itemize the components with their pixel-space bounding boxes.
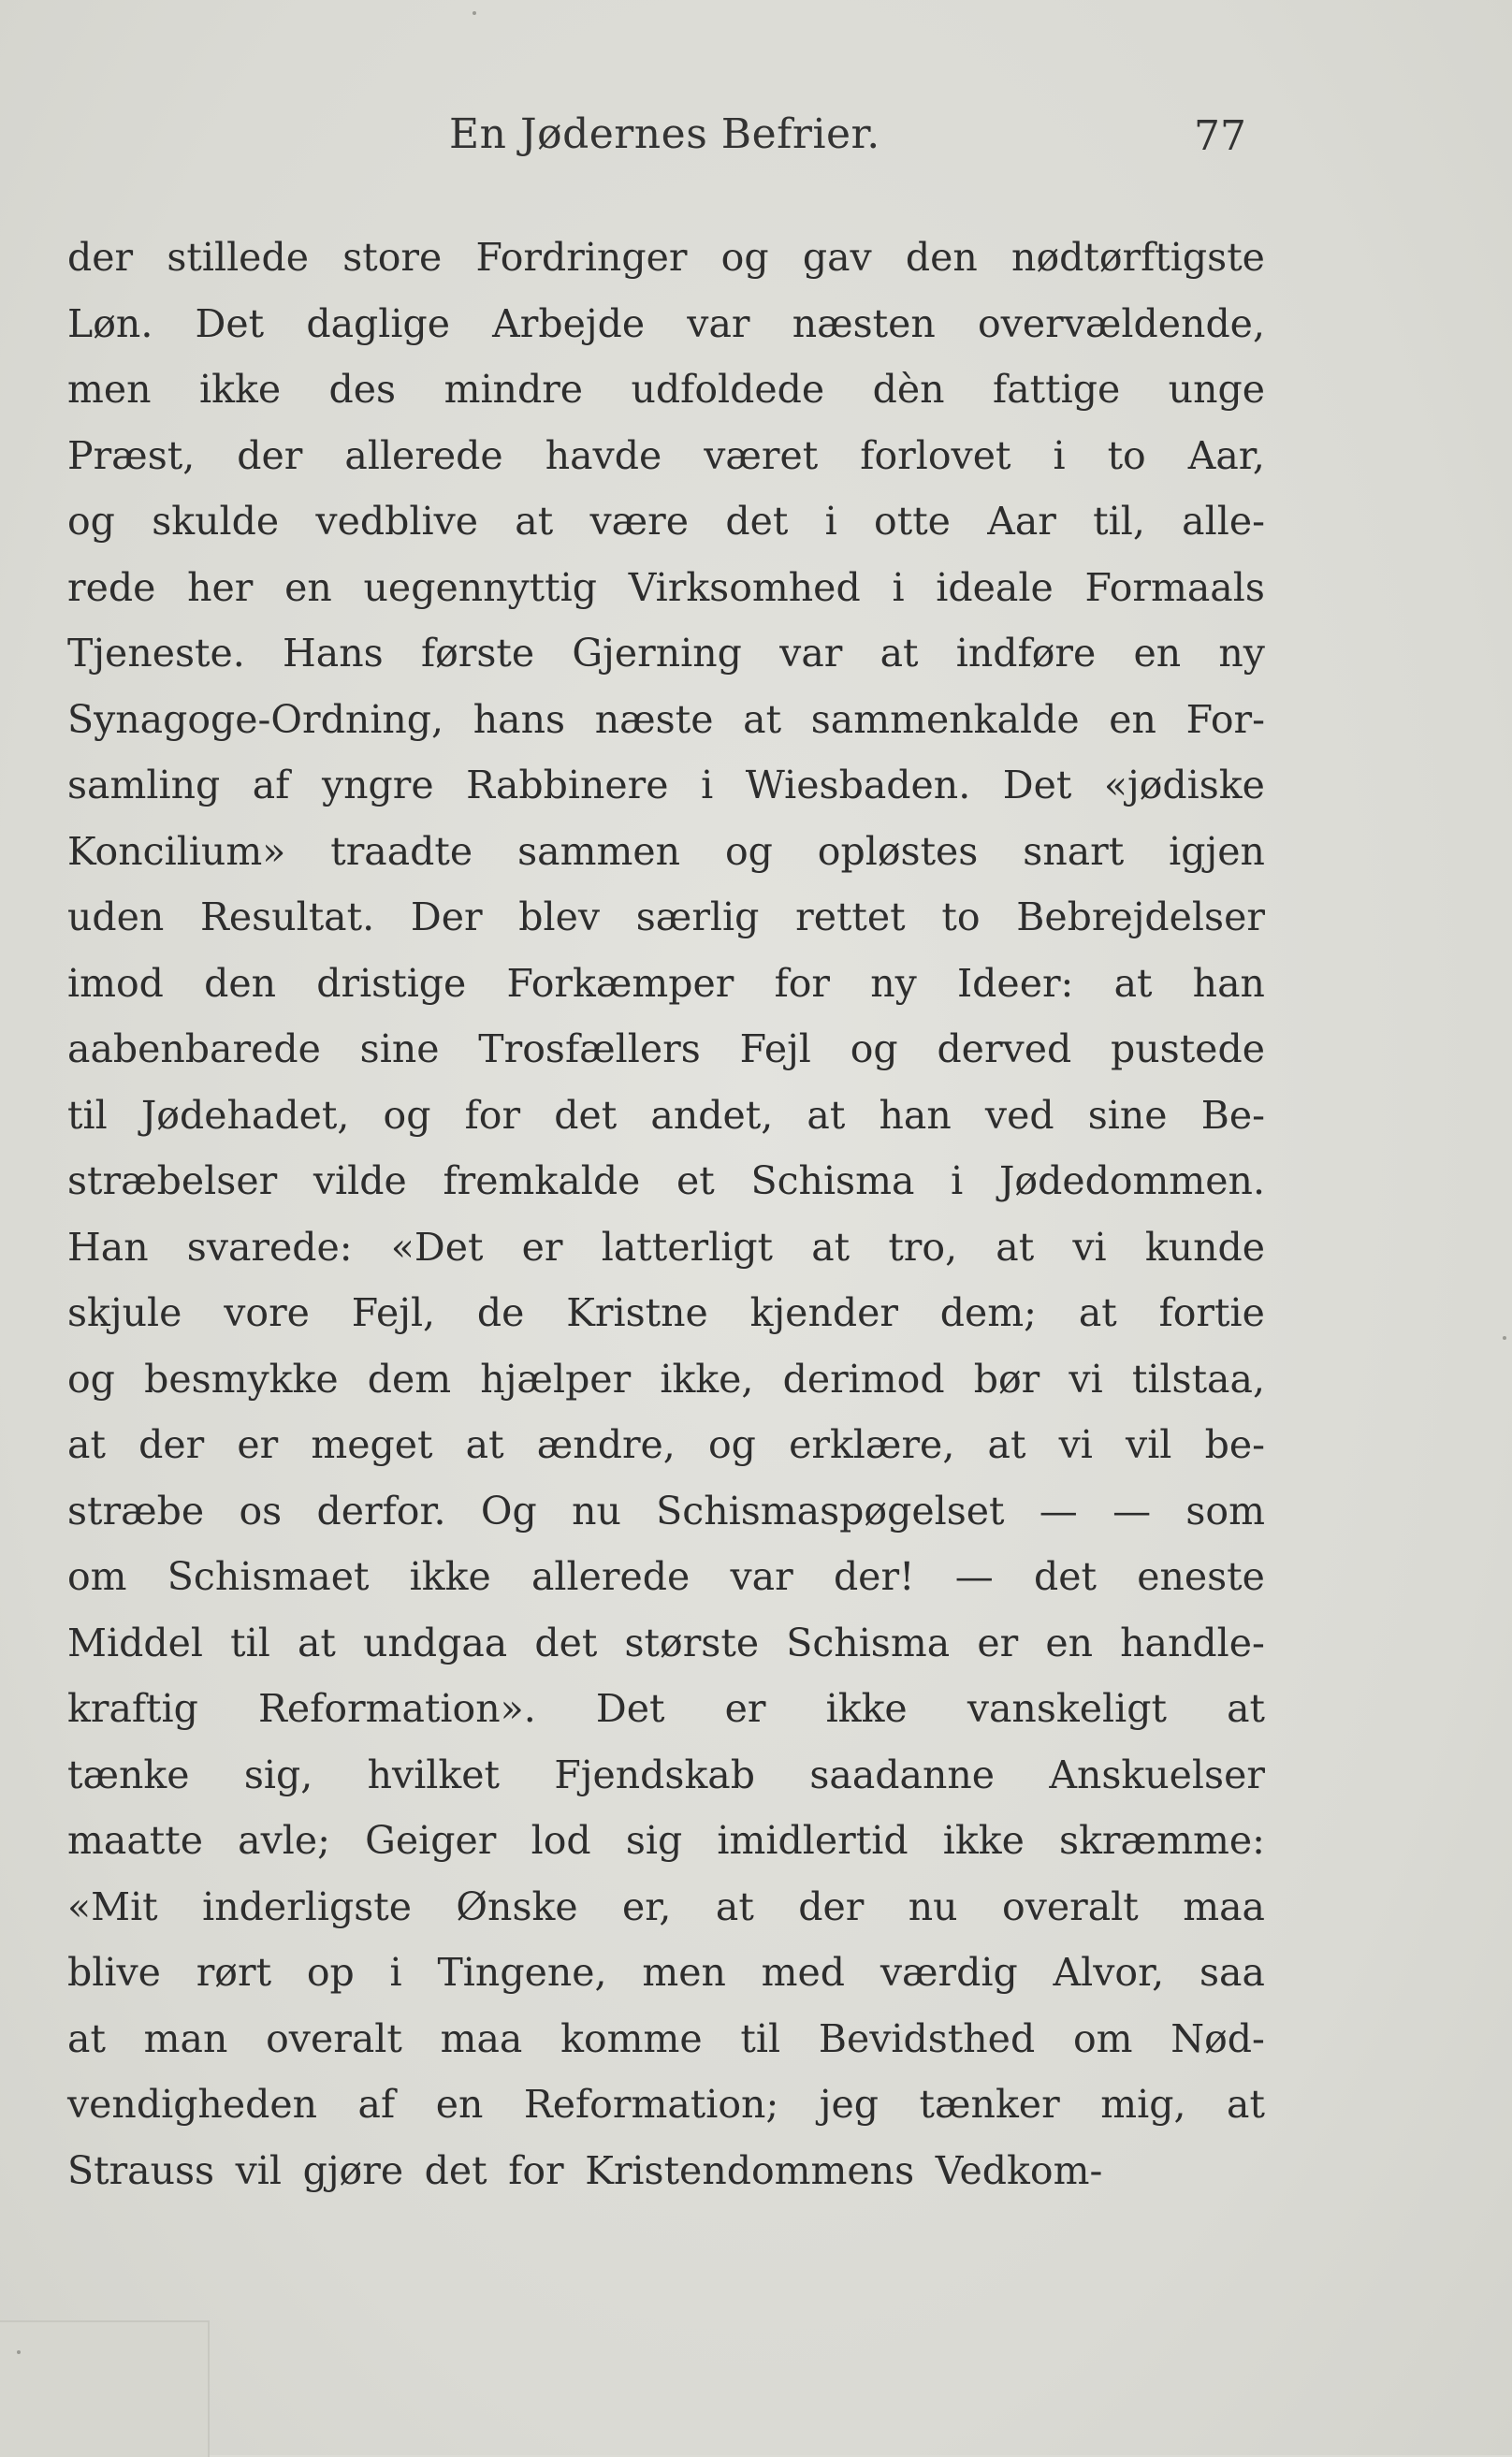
word: overalt — [1002, 1883, 1139, 1929]
word: at — [67, 2015, 106, 2061]
word: derimod — [782, 1356, 945, 1402]
word: til — [67, 1092, 108, 1138]
word: Strauss — [67, 2147, 215, 2193]
word: næsten — [792, 300, 936, 346]
word: for — [774, 960, 831, 1006]
word: vil — [1126, 1422, 1172, 1467]
word: i — [701, 763, 714, 807]
word: er — [724, 1686, 766, 1731]
word: mindre — [443, 367, 584, 412]
word: Schismaspøgelset — [656, 1488, 1005, 1534]
word: Hans — [283, 631, 384, 676]
word: at — [515, 499, 554, 544]
word: at — [880, 631, 919, 676]
word: ny — [1218, 631, 1265, 676]
word: i — [951, 1158, 964, 1203]
text-line — [67, 488, 1265, 555]
text-line — [67, 1412, 1265, 1478]
word: men — [67, 367, 152, 412]
word: af — [357, 2082, 396, 2127]
word: det — [554, 1092, 618, 1138]
text-line — [67, 1544, 1265, 1610]
word: han — [1192, 960, 1265, 1006]
word: overvældende, — [978, 300, 1265, 346]
word: værdig — [880, 1950, 1018, 1995]
body-text — [67, 225, 1265, 2203]
word: allerede — [344, 432, 503, 478]
word: Anskuelser — [1049, 1752, 1265, 1797]
word: en — [1045, 1620, 1093, 1665]
word: rørt — [196, 1950, 272, 1995]
word: otte — [874, 499, 951, 544]
word: at — [465, 1422, 504, 1467]
word: en — [1109, 696, 1156, 742]
word: Schismaet — [167, 1554, 370, 1599]
word: det — [534, 1620, 598, 1665]
word: vilde — [313, 1158, 407, 1203]
word: overalt — [266, 2015, 402, 2061]
word: i — [892, 564, 905, 610]
text-line — [67, 1148, 1265, 1214]
word: hans — [472, 696, 566, 742]
word: inderligste — [202, 1883, 412, 1929]
word: ikke — [942, 1818, 1025, 1863]
word: Aar — [987, 499, 1056, 544]
word: Fordringer — [475, 235, 688, 280]
scan-speck — [17, 2350, 21, 2354]
word: rede — [67, 564, 156, 610]
word: skræmme: — [1059, 1818, 1265, 1863]
word: Forkæmper — [506, 960, 734, 1006]
word: eneste — [1137, 1554, 1265, 1599]
word: at — [807, 1092, 846, 1138]
word: vendigheden — [67, 2082, 318, 2127]
word: traadte — [330, 828, 473, 874]
word: at — [1227, 1686, 1265, 1731]
word: at — [996, 1224, 1035, 1270]
word: at — [67, 1422, 106, 1467]
word: stræbe — [67, 1488, 205, 1534]
word: Virksomhed — [628, 564, 861, 610]
word: ved — [984, 1092, 1054, 1138]
text-line — [67, 687, 1265, 753]
word: Det — [1002, 763, 1072, 807]
word: Reformation». — [258, 1686, 536, 1731]
word: saadanne — [809, 1752, 996, 1797]
word: til — [230, 1620, 270, 1665]
word: nu — [908, 1883, 958, 1929]
word: det — [725, 499, 789, 544]
word: For- — [1185, 696, 1265, 742]
word: Præst, — [67, 432, 196, 478]
word: og — [67, 499, 115, 544]
word: er, — [622, 1883, 672, 1929]
word: samling — [67, 763, 221, 807]
word: Aar, — [1187, 432, 1265, 478]
word: være — [589, 499, 690, 544]
word: at — [1227, 2082, 1265, 2127]
word: største — [624, 1620, 760, 1665]
word: bør — [973, 1356, 1040, 1402]
scan-speck — [472, 11, 476, 15]
word: Rabbinere — [466, 763, 669, 807]
word: er — [977, 1620, 1019, 1665]
text-line — [67, 884, 1265, 951]
word: stillede — [167, 235, 309, 280]
word: er — [237, 1422, 279, 1467]
word: i — [1053, 432, 1066, 478]
word: i — [389, 1950, 402, 1995]
word: Der — [410, 894, 483, 939]
word: Fejl — [739, 1026, 811, 1071]
text-line — [67, 555, 1265, 621]
word: forlovet — [860, 432, 1011, 478]
word: en — [1133, 631, 1182, 676]
word: to — [941, 894, 981, 939]
word: han — [879, 1092, 952, 1138]
text-line — [67, 2006, 1265, 2072]
word: Schisma — [750, 1158, 915, 1203]
word: «Det — [390, 1224, 484, 1270]
word: Synagoge-Ordning, — [67, 696, 444, 742]
word: en — [284, 564, 332, 610]
word: vore — [224, 1290, 310, 1335]
running-title: En Jødernes Befrier. — [449, 110, 880, 158]
word: Nød- — [1170, 2015, 1265, 2061]
text-line — [67, 1808, 1265, 1874]
scan-speck — [1503, 1336, 1506, 1340]
text-line — [67, 620, 1265, 687]
word: vi — [1058, 1422, 1093, 1467]
word: ikke — [199, 367, 282, 412]
text-line — [67, 752, 1265, 819]
word: vil — [235, 2147, 283, 2193]
word: sine — [359, 1026, 440, 1071]
word: særlig — [635, 894, 760, 939]
text-line — [67, 1083, 1265, 1149]
word: en — [435, 2082, 484, 2127]
word: skulde — [152, 499, 280, 544]
word: nu — [572, 1488, 621, 1534]
word: vi — [1072, 1224, 1107, 1270]
word: unge — [1168, 367, 1265, 412]
text-line — [67, 1610, 1265, 1677]
word: Geiger — [365, 1818, 497, 1863]
text-line — [67, 1742, 1265, 1809]
word: var — [687, 300, 750, 346]
word: kunde — [1144, 1224, 1265, 1270]
word: fattige — [993, 367, 1121, 412]
word: «Mit — [67, 1883, 158, 1929]
word: var — [779, 631, 843, 676]
word: ikke — [409, 1554, 491, 1599]
word: der — [237, 432, 303, 478]
word: der — [67, 235, 134, 280]
word: Resultat. — [200, 894, 375, 939]
word: første — [420, 631, 535, 676]
word: Ønske — [456, 1883, 578, 1929]
text-line — [67, 291, 1265, 357]
text-line — [67, 225, 1265, 291]
page-number: 77 — [1194, 112, 1246, 160]
word: os — [239, 1488, 283, 1534]
word: Tjeneste. — [67, 631, 245, 676]
word: dristige — [316, 960, 467, 1006]
word: om — [1072, 2015, 1133, 2061]
word: det — [1033, 1554, 1097, 1599]
word: avle; — [238, 1818, 330, 1863]
word: de — [476, 1290, 525, 1335]
word: fortie — [1158, 1290, 1265, 1335]
word: Fjendskab — [554, 1752, 755, 1797]
word: Ideer: — [956, 960, 1074, 1006]
word: Det — [595, 1686, 665, 1731]
word: Han — [67, 1224, 149, 1270]
word: den — [204, 960, 277, 1006]
word: maatte — [67, 1818, 203, 1863]
word: hjælper — [480, 1356, 632, 1402]
word: som — [1185, 1488, 1265, 1534]
word: Jødedommen. — [998, 1158, 1265, 1203]
word: i — [824, 499, 837, 544]
word: be- — [1204, 1422, 1265, 1467]
word: snart — [1023, 828, 1125, 874]
word: Fejl, — [351, 1290, 436, 1335]
word: handle- — [1120, 1620, 1265, 1665]
text-line — [67, 1676, 1265, 1742]
word: allerede — [531, 1554, 691, 1599]
word: til, — [1093, 499, 1145, 544]
word: indføre — [955, 631, 1097, 676]
word: af — [252, 763, 290, 807]
word: kjender — [749, 1290, 898, 1335]
word: store — [342, 235, 443, 280]
word: Bebrejdelser — [1016, 894, 1265, 939]
text-line — [67, 1940, 1265, 2006]
word: maa — [1183, 1883, 1265, 1929]
text-line — [67, 819, 1265, 885]
word: andet, — [650, 1092, 774, 1138]
word: at — [1113, 960, 1153, 1006]
word: Schisma — [786, 1620, 951, 1665]
word: Trosfællers — [478, 1026, 701, 1071]
word: skjule — [67, 1290, 182, 1335]
page-header — [0, 110, 1512, 176]
word: igjen — [1169, 828, 1265, 874]
word: havde — [545, 432, 662, 478]
word: nødtørftigste — [1011, 235, 1265, 280]
text-line — [67, 1346, 1265, 1413]
word: Be- — [1200, 1092, 1265, 1138]
word: «jødiske — [1103, 763, 1265, 807]
word: svarede: — [186, 1224, 353, 1270]
word: latterligt — [601, 1224, 774, 1270]
word: — — [1112, 1488, 1152, 1534]
word: Det — [195, 300, 265, 346]
word: Middel — [67, 1620, 203, 1665]
word: Kristne — [566, 1290, 708, 1335]
text-line — [67, 1280, 1265, 1346]
word: med — [761, 1950, 846, 1995]
word: sig — [625, 1818, 683, 1863]
word: Alvor, — [1053, 1950, 1165, 1995]
word: dem; — [939, 1290, 1037, 1335]
text-line — [67, 951, 1265, 1017]
word: yngre — [321, 763, 434, 807]
word: maa — [440, 2015, 523, 2061]
word: stræbelser — [67, 1158, 278, 1203]
word: og — [708, 1422, 756, 1467]
word: tænke — [67, 1752, 190, 1797]
word: var — [730, 1554, 793, 1599]
word: ikke — [825, 1686, 908, 1731]
word: jeg — [819, 2082, 880, 2127]
text-line — [67, 1478, 1265, 1545]
text-line — [67, 1874, 1265, 1941]
word: gjøre — [302, 2147, 404, 2193]
word: gav — [802, 235, 872, 280]
word: og — [67, 1356, 115, 1402]
word: derved — [937, 1026, 1072, 1071]
word: for — [464, 1092, 521, 1138]
word: Arbejde — [492, 300, 646, 346]
word: at — [715, 1883, 754, 1929]
word: imidlertid — [717, 1818, 909, 1863]
word: vi — [1069, 1356, 1103, 1402]
word: opløstes — [817, 828, 979, 874]
word: pustede — [1111, 1026, 1265, 1071]
word: været — [704, 432, 819, 478]
word: Bevidsthed — [818, 2015, 1036, 2061]
word: dem — [367, 1356, 452, 1402]
word: der — [138, 1422, 205, 1467]
word: et — [676, 1158, 715, 1203]
word: Gjerning — [572, 631, 742, 676]
word: og — [720, 235, 769, 280]
word: sammen — [517, 828, 681, 874]
word: Kristendommens — [585, 2147, 915, 2193]
word: er — [521, 1224, 563, 1270]
word: lod — [531, 1818, 591, 1863]
word: man — [143, 2015, 228, 2061]
word: at — [297, 1620, 336, 1665]
word: meget — [311, 1422, 433, 1467]
word: om — [67, 1554, 127, 1599]
word: hvilket — [367, 1752, 501, 1797]
text-line — [67, 356, 1265, 423]
word: at — [743, 696, 782, 742]
word: Reformation; — [523, 2082, 779, 2127]
word: Tingene, — [437, 1950, 607, 1995]
word: og — [850, 1026, 898, 1071]
word: des — [328, 367, 397, 412]
text-line — [67, 2072, 1265, 2138]
word: mig, — [1100, 2082, 1186, 2127]
word: daglige — [306, 300, 450, 346]
word: at — [1078, 1290, 1117, 1335]
word: og — [383, 1092, 431, 1138]
word: saa — [1199, 1950, 1265, 1995]
word: for — [508, 2147, 564, 2193]
word: Koncilium» — [67, 828, 286, 874]
word: til — [740, 2015, 781, 2061]
word: der! — [833, 1554, 915, 1599]
word: vedblive — [315, 499, 478, 544]
word: Formaals — [1084, 564, 1265, 610]
word: det — [424, 2147, 487, 2193]
word: den — [905, 235, 978, 280]
word: sammenkalde — [810, 696, 1080, 742]
word: Jødehadet, — [140, 1092, 350, 1138]
word: blev — [518, 894, 601, 939]
word: tænker — [919, 2082, 1060, 2127]
word: og — [724, 828, 773, 874]
word: ikke, — [660, 1356, 754, 1402]
word: at — [987, 1422, 1026, 1467]
word: op — [306, 1950, 355, 1995]
word: her — [187, 564, 254, 610]
word: blive — [67, 1950, 161, 1995]
word: kraftig — [67, 1686, 198, 1731]
word: Og — [480, 1488, 537, 1534]
word: tro, — [888, 1224, 958, 1270]
word: undgaa — [363, 1620, 508, 1665]
word: vanskeligt — [967, 1686, 1167, 1731]
word: besmykke — [144, 1356, 339, 1402]
word: uegennyttig — [363, 564, 597, 610]
word: rettet — [795, 894, 906, 939]
text-line — [67, 2138, 1265, 2204]
word: — — [954, 1554, 994, 1599]
word: ideale — [936, 564, 1054, 610]
word: at — [811, 1224, 850, 1270]
word: Vedkom- — [935, 2147, 1103, 2193]
scan-margin-mark — [0, 2320, 210, 2457]
word: dèn — [872, 367, 945, 412]
word: udfoldede — [631, 367, 825, 412]
text-line — [67, 1214, 1265, 1281]
text-line — [67, 1016, 1265, 1083]
word: ny — [870, 960, 917, 1006]
word: imod — [67, 960, 164, 1006]
word: der — [798, 1883, 865, 1929]
word: sig, — [243, 1752, 313, 1797]
word: to — [1107, 432, 1146, 478]
word: komme — [560, 2015, 703, 2061]
word: tilstaa, — [1131, 1356, 1265, 1402]
word: alle- — [1182, 499, 1265, 544]
word: — — [1039, 1488, 1078, 1534]
text-line — [67, 423, 1265, 489]
word: uden — [67, 894, 165, 939]
word: fremkalde — [443, 1158, 641, 1203]
word: ændre, — [536, 1422, 676, 1467]
word: Løn. — [67, 300, 153, 346]
word: derfor. — [316, 1488, 446, 1534]
word: Wiesbaden. — [745, 763, 971, 807]
word: sine — [1087, 1092, 1168, 1138]
word: næste — [594, 696, 714, 742]
word: aabenbarede — [67, 1026, 321, 1071]
word: erklære, — [789, 1422, 955, 1467]
word: men — [642, 1950, 726, 1995]
